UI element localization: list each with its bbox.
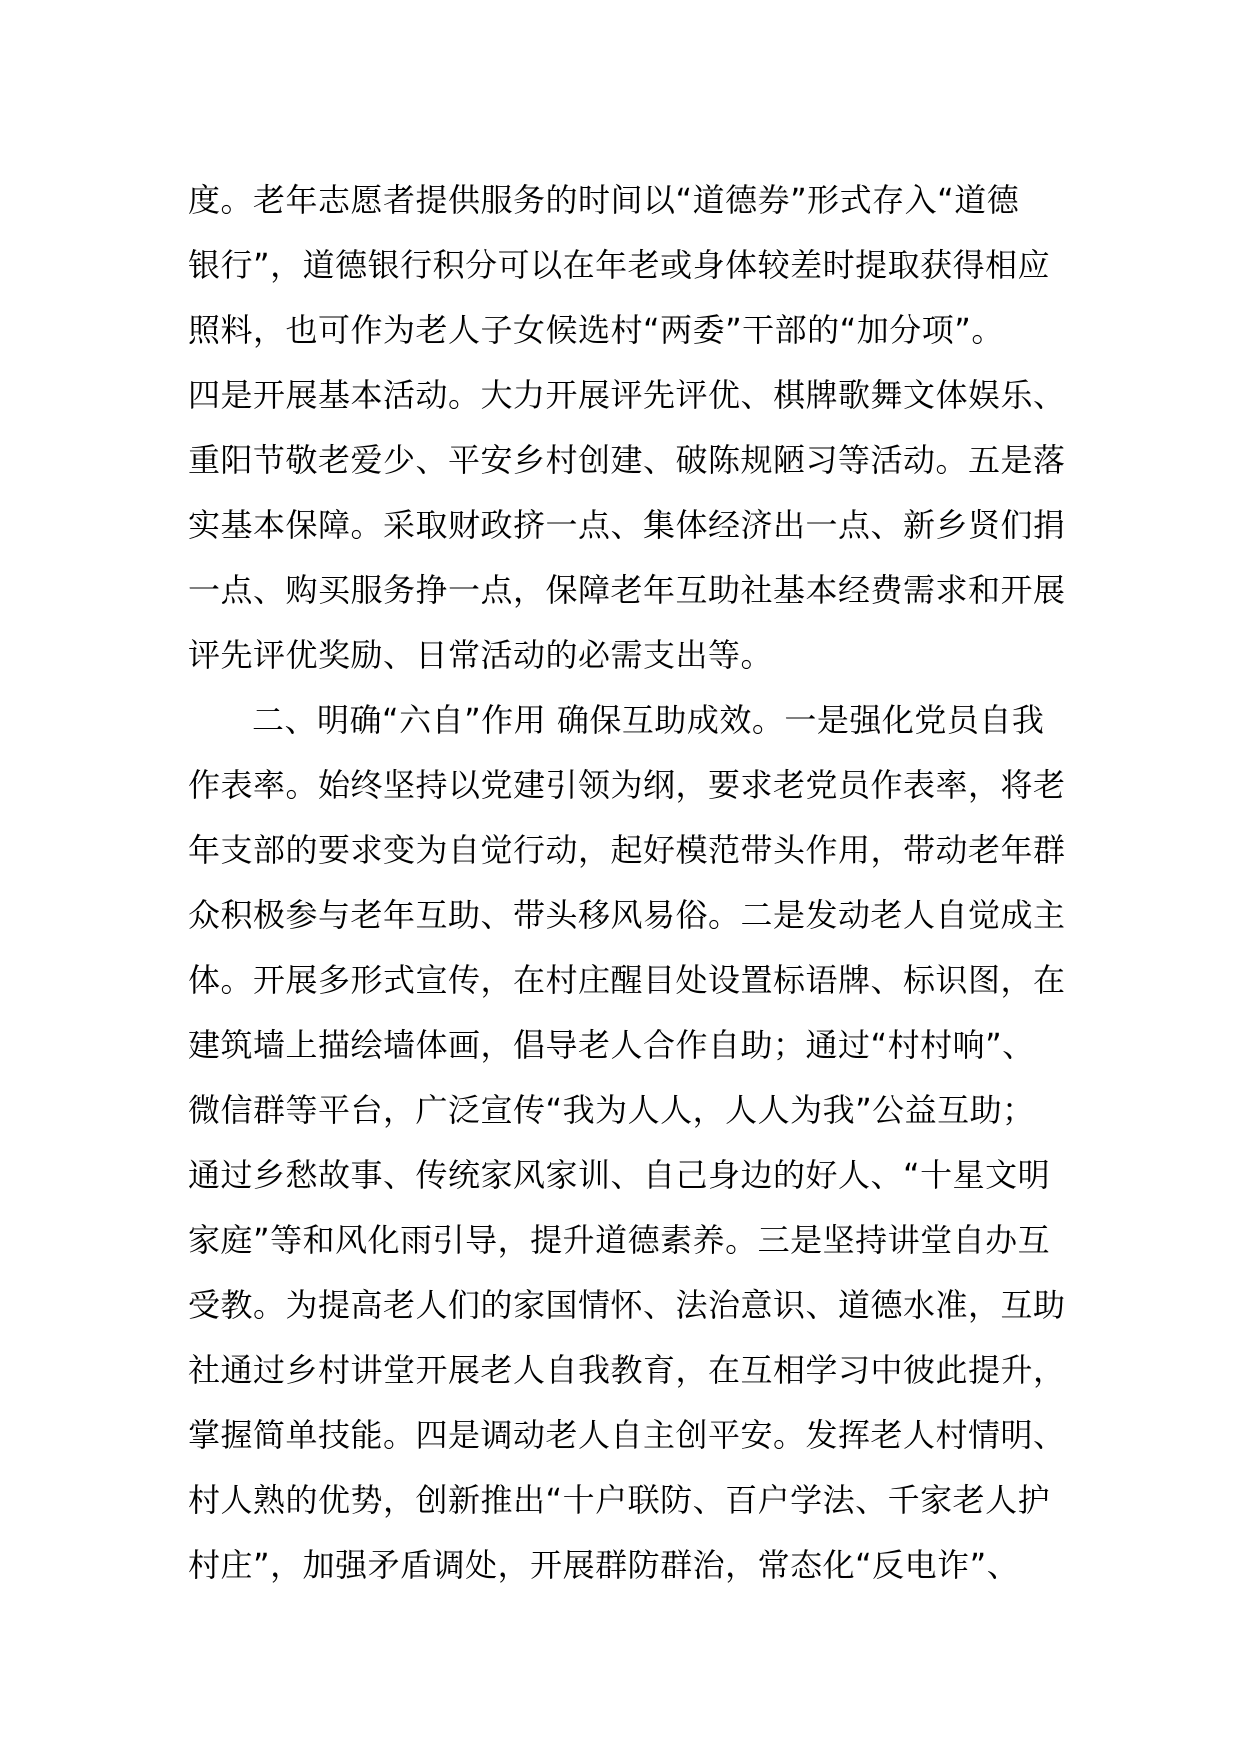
body-text: [188, 168, 1068, 1598]
text-line: 重阳节敬老爱少、平安乡村创建、破陈规陋习等活动。五是落: [188, 441, 1066, 479]
text-line: 实基本保障。采取财政挤一点、集体经济出一点、新乡贤们捐: [188, 506, 1066, 544]
text-line: 通过乡愁故事、传统家风家训、自己身边的好人、“十星文明: [188, 1156, 1051, 1194]
text-line: 社通过乡村讲堂开展老人自我教育，在互相学习中彼此提升，: [188, 1351, 1066, 1389]
text-line: 掌握简单技能。四是调动老人自主创平安。发挥老人村情明、: [188, 1416, 1066, 1454]
text-line: 微信群等平台，广泛宣传“我为人人，人人为我”公益互助；: [188, 1091, 1035, 1129]
text-line: 度。老年志愿者提供服务的时间以“道德券”形式存入“道德: [188, 181, 1020, 219]
paragraph-start-line: 二、明确“六自”作用 确保互助成效。一是强化党员自我: [252, 701, 1045, 739]
text-line: 照料，也可作为老人子女候选村“两委”干部的“加分项”。: [188, 311, 1004, 349]
text-line: 年支部的要求变为自觉行动，起好模范带头作用，带动老年群: [188, 831, 1066, 869]
text-line: 村庄”，加强矛盾调处，开展群防群治，常态化“反电诈”、: [188, 1546, 1020, 1584]
text-line: 作表率。始终坚持以党建引领为纲，要求老党员作表率，将老: [188, 766, 1066, 804]
text-line: 体。开展多形式宣传，在村庄醒目处设置标语牌、标识图，在: [188, 961, 1066, 999]
text-line: 家庭”等和风化雨引导，提升道德素养。三是坚持讲堂自办互: [188, 1221, 1051, 1259]
text-line: 评先评优奖励、日常活动的必需支出等。: [188, 636, 774, 674]
text-line: 银行”，道德银行积分可以在年老或身体较差时提取获得相应: [188, 246, 1051, 284]
text-line: 建筑墙上描绘墙体画，倡导老人合作自助；通过“村村响”、: [188, 1026, 1035, 1064]
text-line: 村人熟的优势，创新推出“十户联防、百户学法、千家老人护: [188, 1481, 1051, 1519]
text-line: 一点、购买服务挣一点，保障老年互助社基本经费需求和开展: [188, 571, 1066, 609]
text-line: 众积极参与老年互助、带头移风易俗。二是发动老人自觉成主: [188, 896, 1066, 934]
text-line: 受教。为提高老人们的家国情怀、法治意识、道德水准，互助: [188, 1286, 1066, 1324]
text-line: 四是开展基本活动。大力开展评先评优、棋牌歌舞文体娱乐、: [188, 376, 1066, 414]
